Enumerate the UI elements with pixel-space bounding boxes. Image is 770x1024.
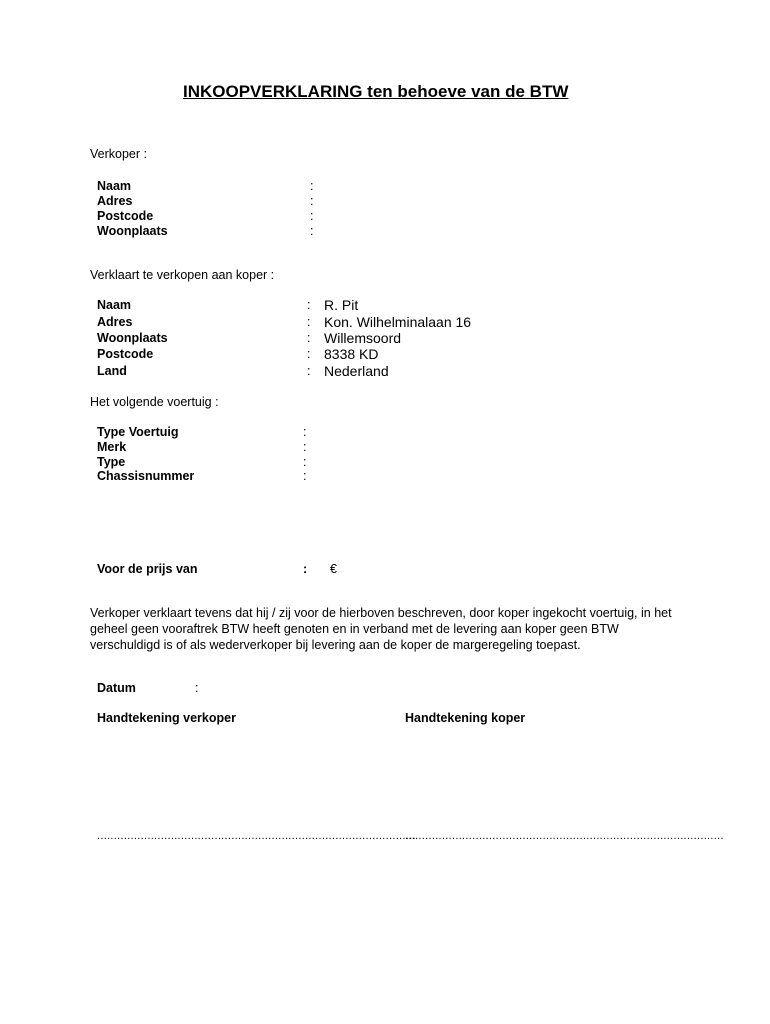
declaration-paragraph: Verkoper verklaart tevens dat hij / zij voor de hierboven beschreven, door koper ingekocht voertuig, in het geheel geen vooraftrek BTW heeft genoten en in verband met de levering aan koper geen BTW verschuldigd is of als wederverkoper bij levering aan de koper de margeregeling toepast.	[90, 606, 672, 652]
buyer-heading: Verklaart te verkopen aan koper :	[90, 268, 275, 282]
document-title: INKOOPVERKLARING ten behoeve van de BTW	[183, 82, 569, 101]
vehicle-brand-colon: :	[303, 440, 307, 454]
vehicle-chassis-colon: :	[303, 469, 307, 483]
buyer-postcode-colon: :	[307, 347, 311, 361]
price-colon: :	[303, 562, 308, 576]
vehicle-chassis-label: Chassisnummer	[97, 469, 195, 483]
buyer-postcode-label: Postcode	[97, 347, 154, 361]
seller-postcode-label: Postcode	[97, 209, 154, 223]
buyer-signature-line: ...............................................................................................	[405, 830, 724, 842]
seller-name-colon: :	[310, 179, 314, 193]
date-label: Datum	[97, 681, 136, 695]
buyer-country-label: Land	[97, 364, 127, 378]
price-label: Voor de prijs van	[97, 562, 198, 576]
seller-city-colon: :	[310, 224, 314, 238]
buyer-city-value: Willemsoord	[324, 330, 402, 346]
seller-signature-label: Handtekening verkoper	[97, 711, 236, 725]
seller-address-colon: :	[310, 194, 314, 208]
vehicle-kind-label: Type Voertuig	[97, 425, 179, 439]
buyer-postcode-value: 8338 KD	[324, 346, 379, 362]
seller-city-label: Woonplaats	[97, 224, 168, 238]
seller-heading: Verkoper :	[90, 147, 147, 161]
vehicle-type-colon: :	[303, 455, 307, 469]
vehicle-kind-colon: :	[303, 425, 307, 439]
buyer-signature-label: Handtekening koper	[405, 711, 526, 725]
buyer-country-value: Nederland	[324, 363, 389, 379]
seller-postcode-colon: :	[310, 209, 314, 223]
vehicle-heading: Het volgende voertuig :	[90, 395, 219, 409]
vehicle-brand-label: Merk	[97, 440, 127, 454]
buyer-city-colon: :	[307, 331, 311, 345]
buyer-address-label: Adres	[97, 315, 133, 329]
buyer-name-label: Naam	[97, 298, 132, 312]
price-currency: €	[330, 562, 337, 576]
vehicle-type-label: Type	[97, 455, 126, 469]
seller-address-label: Adres	[97, 194, 133, 208]
date-colon: :	[195, 681, 199, 695]
buyer-address-colon: :	[307, 315, 311, 329]
buyer-city-label: Woonplaats	[97, 331, 168, 345]
seller-signature-line: ...............................................................................................	[97, 830, 416, 842]
buyer-country-colon: :	[307, 364, 311, 378]
buyer-name-colon: :	[307, 298, 311, 312]
buyer-name-value: R. Pit	[324, 297, 359, 313]
seller-name-label: Naam	[97, 179, 132, 193]
buyer-address-value: Kon. Wilhelminalaan 16	[324, 314, 472, 330]
